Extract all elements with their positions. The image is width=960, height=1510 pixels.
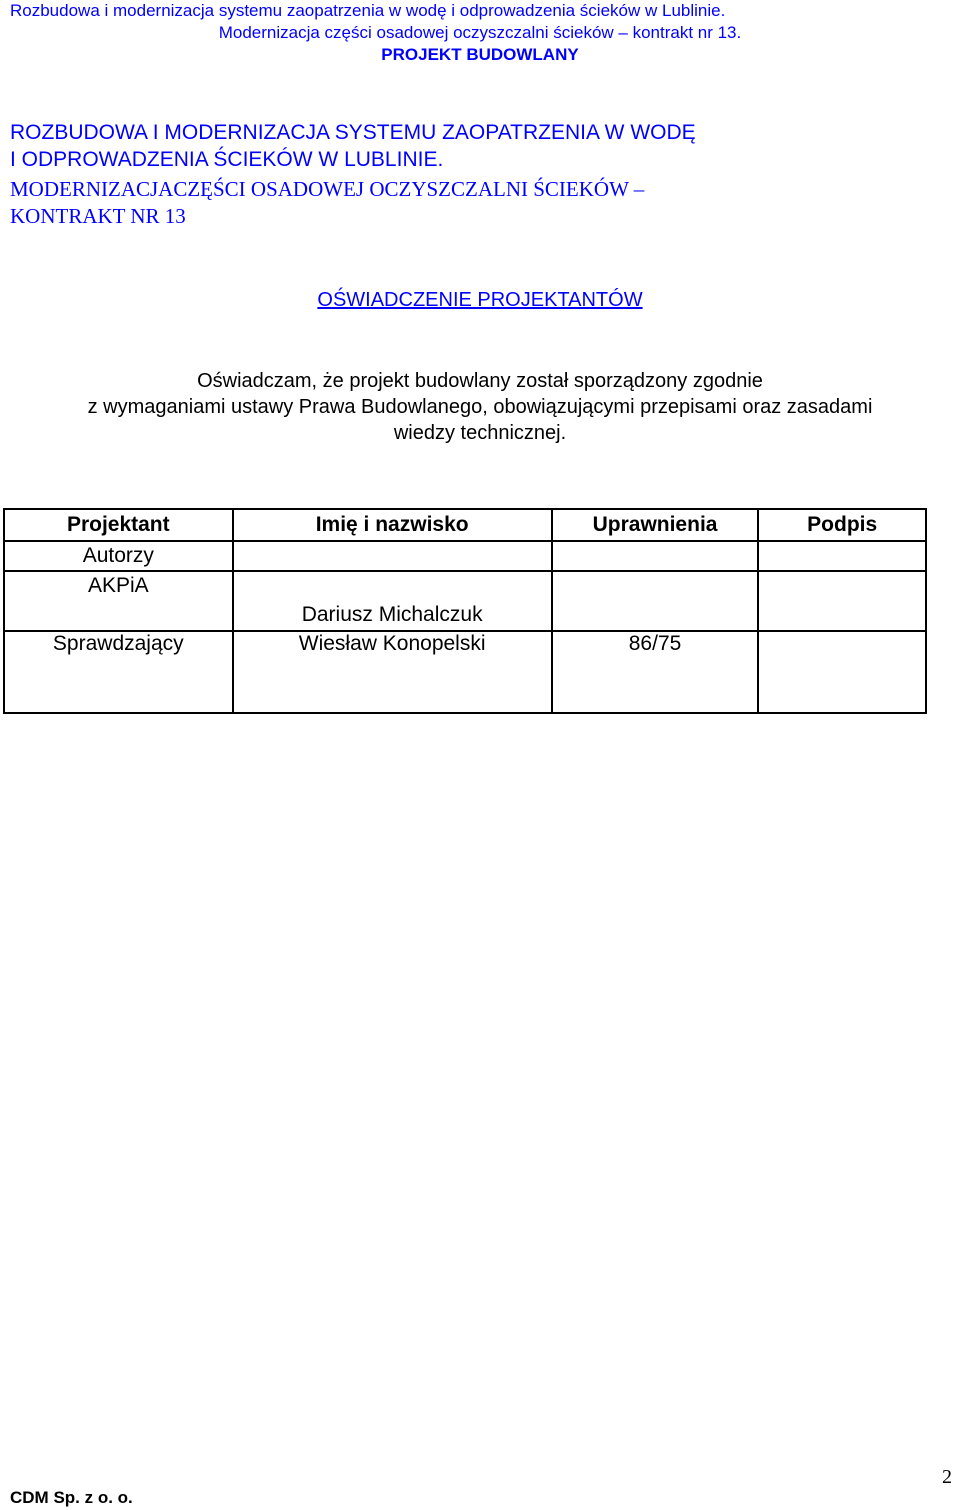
title-line-3: MODERNIZACJACZĘŚCI OSADOWEJ OCZYSZCZALNI ŚCIEKÓW – <box>10 177 645 201</box>
cell-license <box>552 571 759 631</box>
cell-name: Dariusz Michalczuk <box>233 571 552 631</box>
footer-page-number: 2 <box>942 1466 952 1488</box>
table-header-row <box>4 509 926 541</box>
section-heading: OŚWIADCZENIE PROJEKTANTÓW <box>317 289 643 311</box>
cell-role: Sprawdzający <box>4 631 233 713</box>
cell-role: Autorzy <box>4 541 233 571</box>
table-row <box>4 541 926 571</box>
cell-license <box>552 541 759 571</box>
cell-signature <box>758 541 926 571</box>
header-name: Imię i nazwisko <box>233 509 552 541</box>
cell-role: AKPiA <box>4 571 233 631</box>
title-line-2: I ODPROWADZENIA ŚCIEKÓW W LUBLINIE. <box>10 148 444 171</box>
title-line-1: ROZBUDOWA I MODERNIZACJA SYSTEMU ZAOPATRZENIA W WODĘ <box>10 121 696 144</box>
designers-table <box>3 508 927 714</box>
designer-statement <box>0 368 960 446</box>
header-signature: Podpis <box>758 509 926 541</box>
cell-name: Wiesław Konopelski <box>233 631 552 713</box>
statement-line-1: Oświadczam, że projekt budowlany został sporządzony zgodnie <box>197 370 763 392</box>
title-line-4: KONTRAKT NR 13 <box>10 204 186 228</box>
cell-signature <box>758 631 926 713</box>
header-project-line: Rozbudowa i modernizacja systemu zaopatrzenia w wodę i odprowadzenia ścieków w Lublinie. <box>10 1 726 20</box>
cell-signature <box>758 571 926 631</box>
cell-name <box>233 541 552 571</box>
statement-line-3: wiedzy technicznej. <box>393 422 567 444</box>
header-license: Uprawnienia <box>552 509 759 541</box>
header-contract-line: Modernizacja części osadowej oczyszczalni ścieków – kontrakt nr 13. <box>218 23 742 42</box>
statement-line-2: z wymaganiami ustawy Prawa Budowlanego, obowiązującymi przepisami oraz zasadami <box>87 396 873 418</box>
header-designer: Projektant <box>4 509 233 541</box>
table-row <box>4 631 926 713</box>
table-row <box>4 571 926 631</box>
footer-company: CDM Sp. z o. o. <box>10 1488 133 1507</box>
header-document-type: PROJEKT BUDOWLANY <box>381 45 579 64</box>
cell-license: 86/75 <box>552 631 759 713</box>
